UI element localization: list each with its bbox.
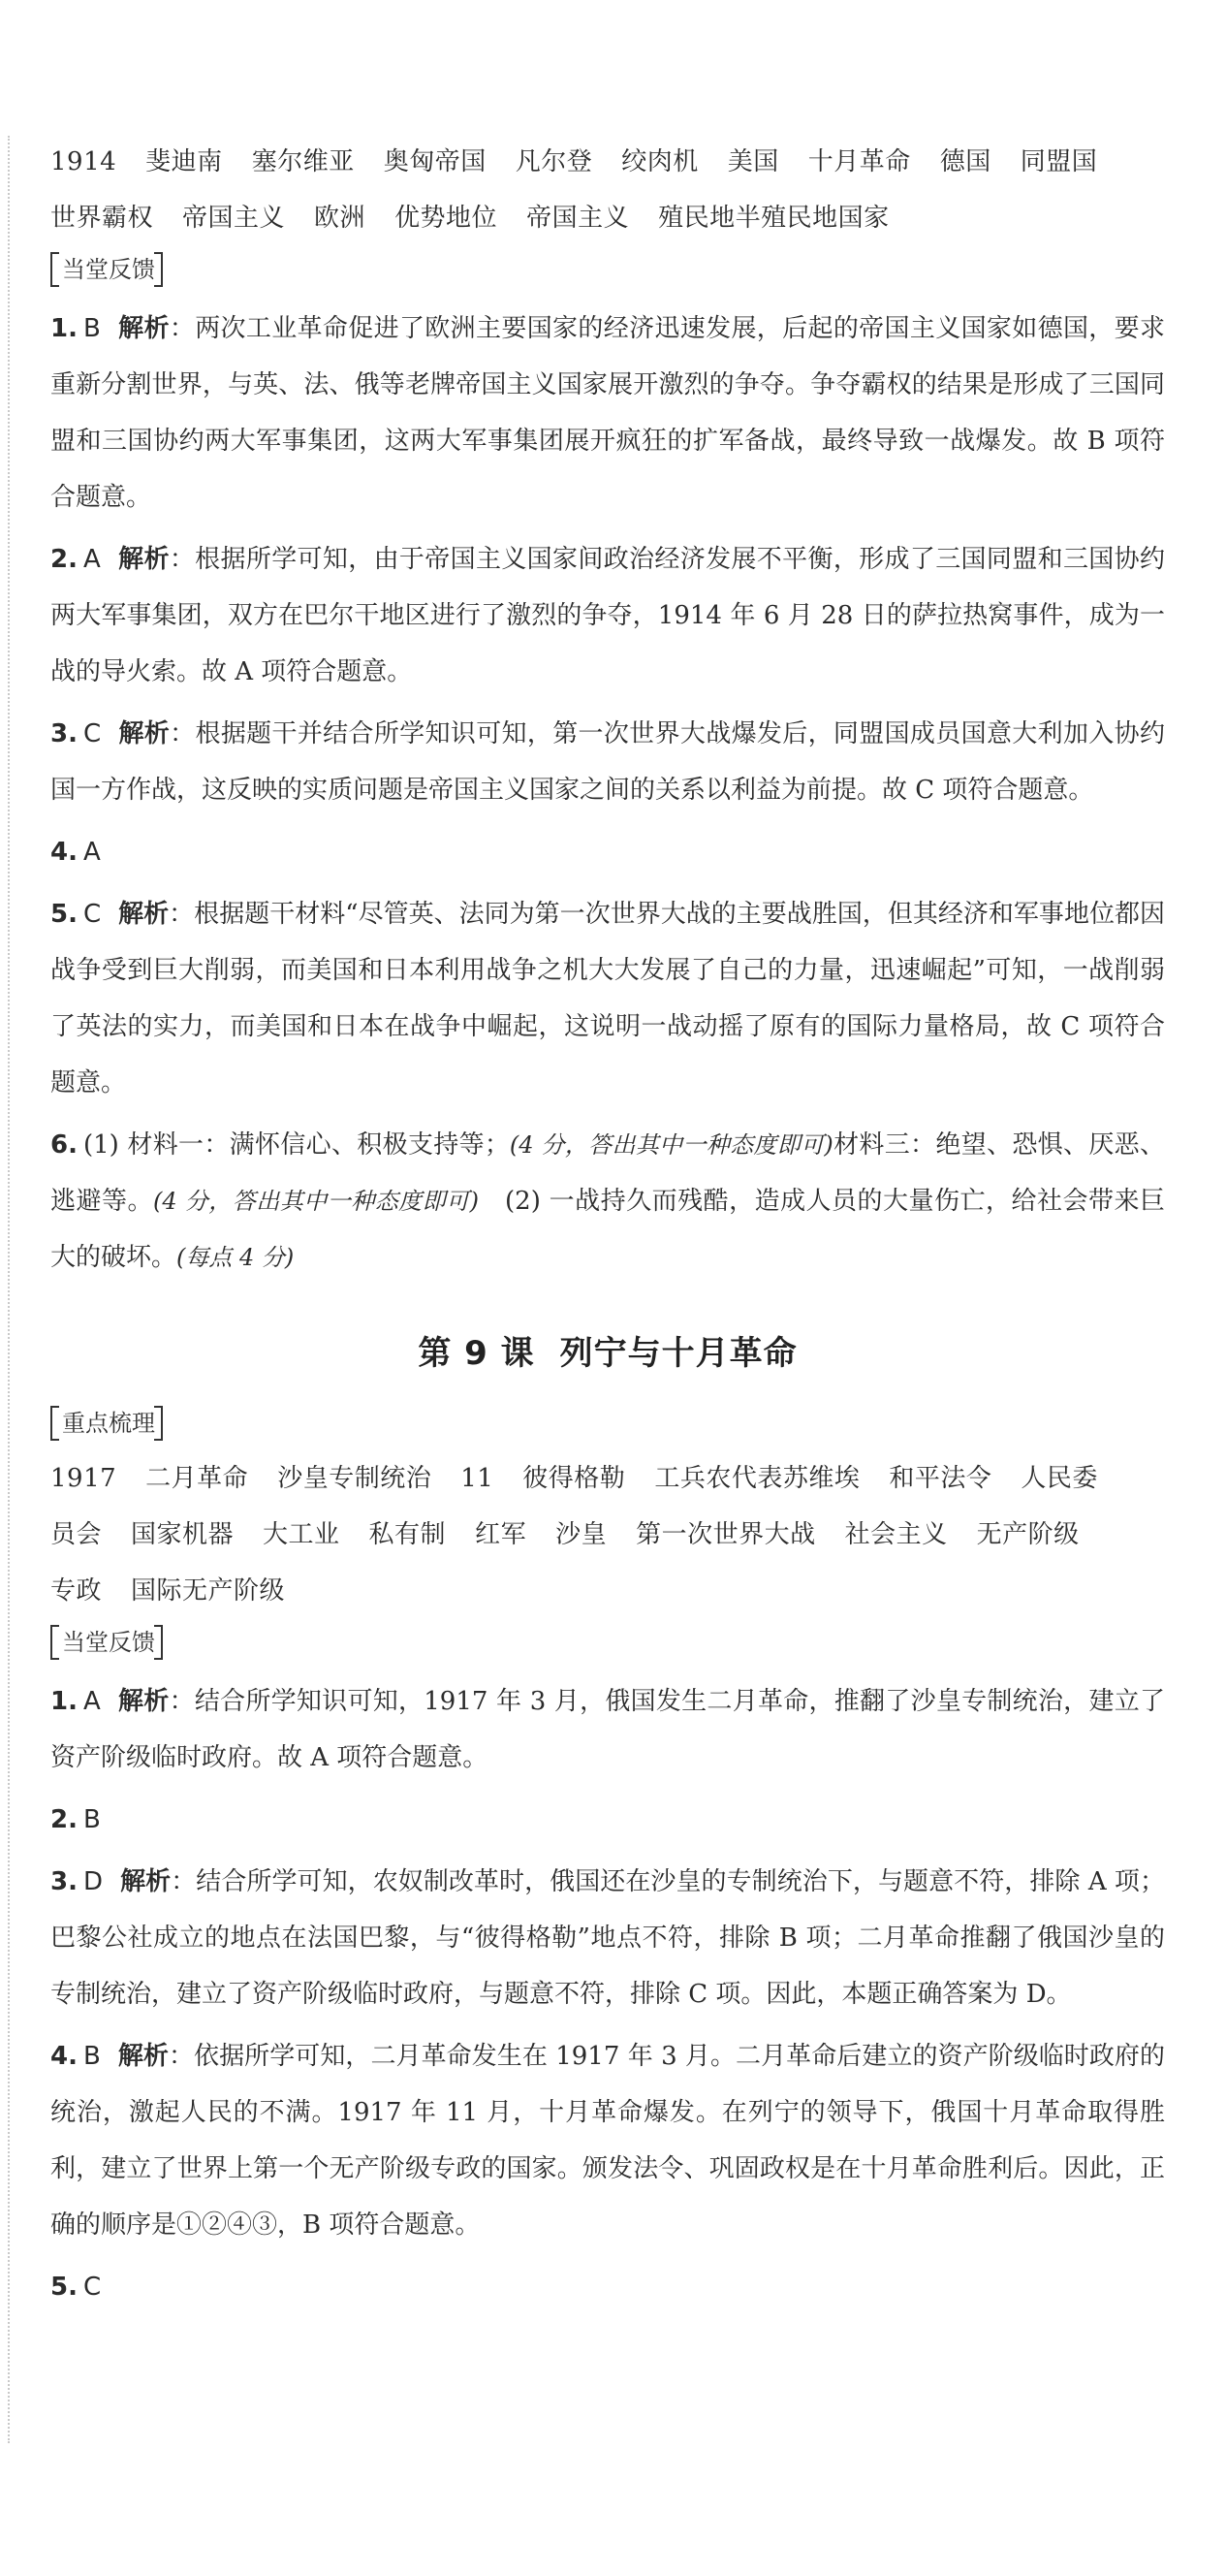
item-number: 3. <box>50 1867 78 1896</box>
keyword: 和平法令 <box>889 1464 992 1493</box>
item-answer: B <box>82 314 101 343</box>
analysis-label: 解析 <box>118 719 171 748</box>
item-number: 1. <box>50 1687 78 1716</box>
analysis-text: ：结合所学知识可知，1917 年 3 月，俄国发生二月革命，推翻了沙皇专制统治，建立了资产阶级临时政府。故 A 项符合题意。 <box>50 1687 1165 1772</box>
feedback-section-tag: 当堂反馈 <box>50 252 163 287</box>
page-content <box>50 134 1165 2321</box>
answer-item <box>50 1792 1165 1848</box>
keyword: 世界霸权 <box>50 204 154 233</box>
keyword: 私有制 <box>368 1520 447 1549</box>
keyword: 国家机器 <box>131 1520 235 1549</box>
keyword: 欧洲 <box>314 204 366 233</box>
keyword: 员会 <box>50 1520 103 1549</box>
answer-item <box>50 531 1165 700</box>
keyword-line-3 <box>50 1450 1165 1507</box>
answer-part-1: (1) 材料一：满怀信心、积极支持等； <box>82 1130 510 1160</box>
answer-item <box>50 301 1165 525</box>
item-number: 2. <box>50 545 78 574</box>
feedback-section-tag: 当堂反馈 <box>50 1625 163 1660</box>
item-answer: B <box>82 1805 101 1834</box>
margin-dotted-rule <box>8 136 10 2443</box>
item-answer: B <box>82 2042 101 2071</box>
keyword: 工兵农代表苏维埃 <box>654 1464 861 1493</box>
keyword: 专政 <box>50 1576 103 1606</box>
answer-item <box>50 1854 1165 2022</box>
keyword: 1914 <box>50 147 117 176</box>
keyword: 奥匈帝国 <box>383 147 487 176</box>
analysis-text: ：两次工业革命促进了欧洲主要国家的经济迅速发展，后起的帝国主义国家如德国，要求重新分割世界，与英、法、俄等老牌帝国主义国家展开激烈的争夺。争夺霸权的结果是形成了三国同盟和三国协约两大军事集团，这两大军事集团展开疯狂的扩军备战，最终导致一战爆发。故 B 项符合题意。 <box>50 314 1165 512</box>
keyword: 殖民地半殖民地国家 <box>658 204 890 233</box>
item-number: 4. <box>50 838 78 867</box>
keyword: 美国 <box>727 147 779 176</box>
keyword: 大工业 <box>263 1520 340 1549</box>
score-note: (4 分，答出其中一种态度即可) <box>152 1188 480 1215</box>
keyword: 绞肉机 <box>621 147 699 176</box>
keyword: 人民委 <box>1021 1464 1098 1493</box>
keyword: 塞尔维亚 <box>251 147 355 176</box>
keyword: 11 <box>460 1464 494 1493</box>
answer-item <box>50 886 1165 1111</box>
item-answer: A <box>82 545 101 574</box>
answer-item <box>50 1117 1165 1286</box>
item-number: 2. <box>50 1805 78 1834</box>
lesson-number: 第 9 课 <box>418 1334 535 1373</box>
keyword: 帝国主义 <box>526 204 630 233</box>
answer-item <box>50 824 1165 880</box>
keyword: 同盟国 <box>1020 147 1098 176</box>
item-answer: C <box>82 900 102 929</box>
keyword: 第一次世界大战 <box>636 1520 816 1549</box>
item-number: 4. <box>50 2042 78 2071</box>
keyword: 沙皇专制统治 <box>277 1464 432 1493</box>
item-answer: D <box>82 1867 103 1896</box>
analysis-text: ：根据题干并结合所学知识可知，第一次世界大战爆发后，同盟国成员国意大利加入协约国一方作战，这反映的实质问题是帝国主义国家之间的关系以利益为前提。故 C 项符合题意。 <box>50 719 1165 805</box>
analysis-text: ：根据所学可知，由于帝国主义国家间政治经济发展不平衡，形成了三国同盟和三国协约两大军事集团，双方在巴尔干地区进行了激烈的争夺，1914 年 6 月 28 日的萨拉热窝事件，成为一战的导火索。故 A 项符合题意。 <box>50 545 1165 686</box>
score-note: (每点 4 分) <box>176 1244 295 1271</box>
answer-part-3: (2) 一战持久而残酷，造成人员的大量伤亡，给社会带来巨大的破坏。 <box>50 1187 1165 1272</box>
keyword: 凡尔登 <box>515 147 593 176</box>
keyword: 德国 <box>939 147 991 176</box>
item-answer: C <box>82 719 102 748</box>
answer-item <box>50 2259 1165 2315</box>
analysis-label: 解析 <box>120 1867 172 1896</box>
analysis-label: 解析 <box>117 314 170 343</box>
keyword: 帝国主义 <box>182 204 286 233</box>
keyword-line-1 <box>50 134 1165 190</box>
keyword: 社会主义 <box>844 1520 948 1549</box>
item-answer: A <box>82 1687 101 1716</box>
keyword: 红军 <box>475 1520 527 1549</box>
score-note: (4 分，答出其中一种态度即可) <box>509 1131 833 1159</box>
keyword: 斐迪南 <box>145 147 223 176</box>
analysis-text: ：结合所学可知，农奴制改革时，俄国还在沙皇的专制统治下，与题意不符，排除 A 项；巴黎公社成立的地点在法国巴黎，与“彼得格勒”地点不符，排除 B 项；二月革命推翻了俄国沙皇的专制统治，建立了资产阶级临时政府，与题意不符，排除 C 项。因此，本题正确答案为 D。 <box>50 1867 1165 2009</box>
keyword: 十月革命 <box>807 147 911 176</box>
item-number: 6. <box>50 1130 78 1160</box>
analysis-label: 解析 <box>118 900 170 929</box>
analysis-label: 解析 <box>117 545 170 574</box>
answer-part-2: 材料三：绝望、恐惧、厌恶、逃避等。 <box>50 1130 1165 1216</box>
item-answer: A <box>82 838 101 867</box>
item-answer: C <box>82 2273 102 2302</box>
analysis-text: ：根据题干材料“尽管英、法同为第一次世界大战的主要战胜国，但其经济和军事地位都因战争受到巨大削弱，而美国和日本利用战争之机大大发展了自己的力量，迅速崛起”可知，一战削弱了英法的实力，而美国和日本在战争中崛起，这说明一战动摇了原有的国际力量格局，故 C 项符合题意。 <box>50 900 1165 1097</box>
keyword-line-2 <box>50 190 1165 246</box>
lesson-title <box>50 1324 1165 1383</box>
keyword: 优势地位 <box>394 204 498 233</box>
answer-item <box>50 706 1165 818</box>
analysis-label: 解析 <box>117 2042 169 2071</box>
keyword: 二月革命 <box>145 1464 249 1493</box>
keyword-line-5 <box>50 1563 1165 1619</box>
answer-item <box>50 1673 1165 1786</box>
analysis-label: 解析 <box>117 1687 170 1716</box>
item-number: 5. <box>50 2273 78 2302</box>
item-number: 1. <box>50 314 78 343</box>
keyword-line-4 <box>50 1507 1165 1563</box>
answer-item <box>50 2028 1165 2253</box>
keyword: 1917 <box>50 1464 117 1493</box>
keyword: 无产阶级 <box>976 1520 1080 1549</box>
keyword: 彼得格勒 <box>522 1464 626 1493</box>
keypoints-section-tag: 重点梳理 <box>50 1406 163 1441</box>
analysis-text: ：依据所学可知，二月革命发生在 1917 年 3 月。二月革命后建立的资产阶级临时政府的统治，激起人民的不满。1917 年 11 月，十月革命爆发。在列宁的领导下，俄国十月革命取得胜利，建立了世界上第一个无产阶级专政的国家。颁发法令、巩固政权是在十月革命胜利后。因此，正确的顺序是①②④③，B 项符合题意。 <box>50 2042 1165 2240</box>
lesson-name: 列宁与十月革命 <box>559 1334 798 1373</box>
item-number: 3. <box>50 719 78 748</box>
keyword: 沙皇 <box>555 1520 608 1549</box>
item-number: 5. <box>50 900 78 929</box>
keyword: 国际无产阶级 <box>131 1576 286 1606</box>
